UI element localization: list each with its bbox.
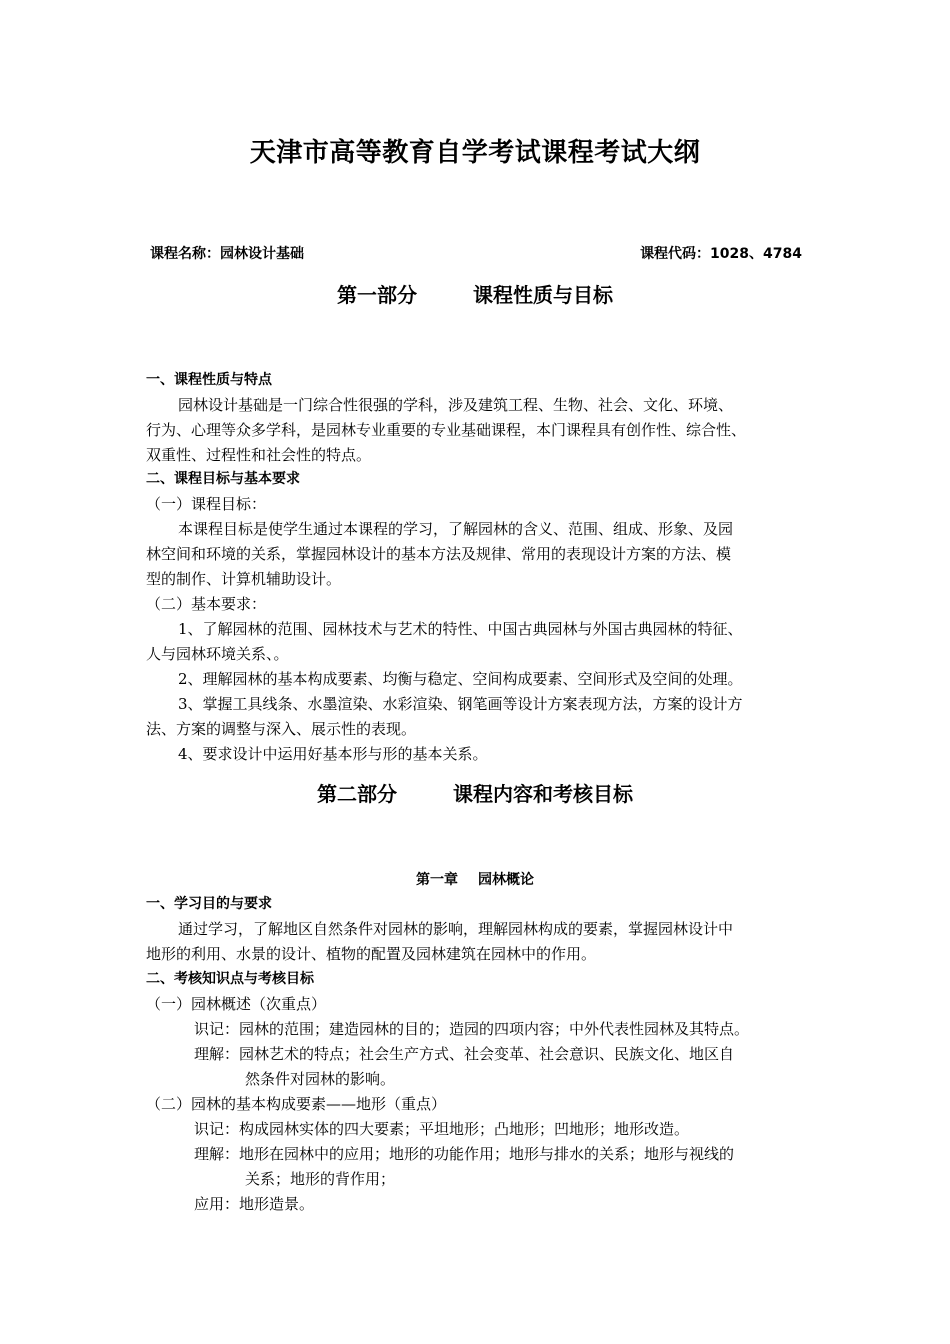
list-item: 4、要求设计中运用好基本形与形的基本关系。 — [178, 745, 488, 763]
list-item: 1、了解园林的范围、园林技术与艺术的特性、中国古典园林与外国古典园林的特征、 — [178, 620, 743, 638]
course-meta — [150, 243, 802, 263]
part-one-label: 第一部分 — [337, 283, 417, 307]
course-code: 课程代码：1028、4784 — [640, 246, 802, 262]
part-one-title: 课程性质与目标 — [473, 283, 613, 307]
subsection-heading: （二）基本要求： — [146, 595, 267, 613]
list-item: 3、掌握工具线条、水墨渲染、水彩渲染、钢笔画等设计方案表现方法，方案的设计方 — [178, 695, 743, 713]
chapter-heading — [0, 869, 950, 889]
part-one-heading — [0, 279, 950, 308]
knowledge-item: 识记：构成园林实体的四大要素；平坦地形；凸地形；凹地形；地形改造。 — [194, 1120, 690, 1138]
section-heading: 二、课程目标与基本要求 — [146, 471, 300, 487]
knowledge-item: 然条件对园林的影响。 — [245, 1070, 396, 1088]
list-item: 2、理解园林的基本构成要素、均衡与稳定、空间构成要素、空间形式及空间的处理。 — [178, 670, 743, 688]
paragraph-line: 林空间和环境的关系，掌握园林设计的基本方法及规律、常用的表现设计方案的方法、模 — [146, 545, 732, 563]
section-heading: 一、学习目的与要求 — [146, 896, 272, 912]
section-heading: 二、考核知识点与考核目标 — [146, 971, 314, 987]
paragraph-line: 行为、心理等众多学科，是园林专业重要的专业基础课程，本门课程具有创作性、综合性、 — [146, 421, 747, 439]
knowledge-item: 理解：园林艺术的特点；社会生产方式、社会变革、社会意识、民族文化、地区自 — [194, 1045, 735, 1063]
part-two-label: 第二部分 — [317, 782, 397, 806]
subsection-heading: （一）课程目标： — [146, 495, 267, 513]
chapter-label: 第一章 — [416, 872, 458, 888]
paragraph-line: 地形的利用、水景的设计、植物的配置及园林建筑在园林中的作用。 — [146, 945, 597, 963]
paragraph-line: 型的制作、计算机辅助设计。 — [146, 570, 342, 588]
paragraph-line: 园林设计基础是一门综合性很强的学科，涉及建筑工程、生物、社会、文化、环境、 — [178, 396, 734, 414]
knowledge-item: 识记：园林的范围；建造园林的目的；造园的四项内容；中外代表性园林及其特点。 — [194, 1020, 750, 1038]
section-heading: 一、课程性质与特点 — [146, 372, 272, 388]
knowledge-item: 理解：地形在园林中的应用；地形的功能作用；地形与排水的关系；地形与视线的 — [194, 1145, 735, 1163]
subsection-heading: （一）园林概述（次重点） — [146, 995, 327, 1013]
paragraph-line: 本课程目标是使学生通过本课程的学习，了解园林的含义、范围、组成、形象、及园 — [178, 520, 734, 538]
chapter-title: 园林概论 — [478, 872, 534, 888]
document-title: 天津市高等教育自学考试课程考试大纲 — [249, 138, 701, 168]
knowledge-item: 关系；地形的背作用； — [245, 1170, 396, 1188]
course-name: 课程名称：园林设计基础 — [150, 246, 304, 262]
list-item: 人与园林环境关系、。 — [146, 645, 289, 663]
part-two-title: 课程内容和考核目标 — [453, 782, 633, 806]
knowledge-item: 应用：地形造景。 — [194, 1195, 315, 1213]
paragraph-line: 双重性、过程性和社会性的特点。 — [146, 446, 372, 464]
part-two-heading — [0, 778, 950, 807]
paragraph-line: 通过学习，了解地区自然条件对园林的影响，理解园林构成的要素，掌握园林设计中 — [178, 920, 734, 938]
list-item: 法、方案的调整与深入、展示性的表现。 — [146, 720, 417, 738]
subsection-heading: （二）园林的基本构成要素——地形（重点） — [146, 1095, 447, 1113]
